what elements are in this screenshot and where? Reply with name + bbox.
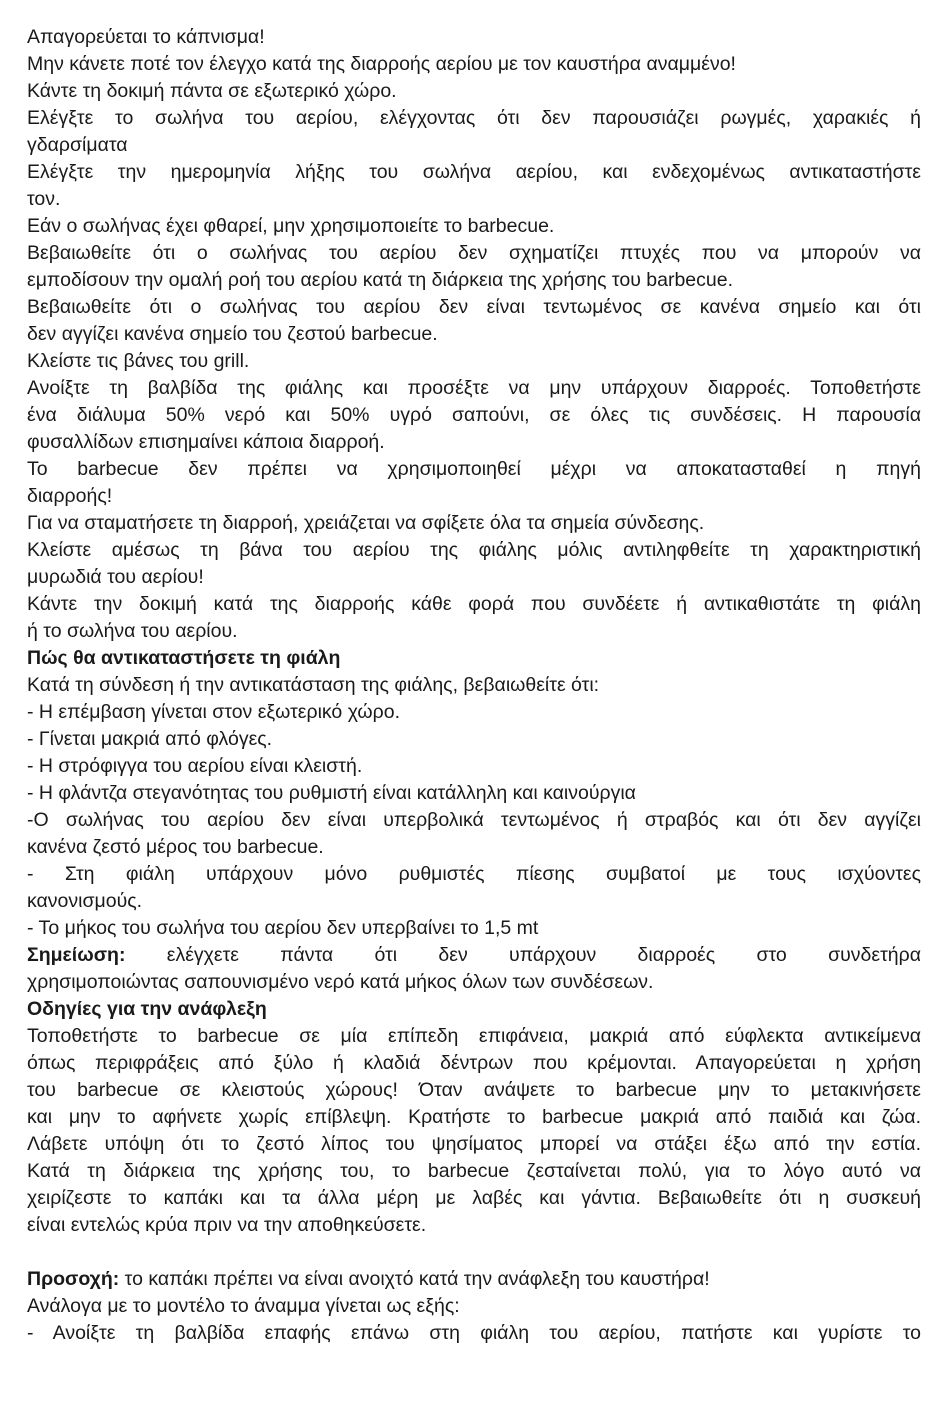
text-line: - Στη φιάλη υπάρχουν μόνο ρυθμιστές πίεσης συμβατοί με τους ισχύοντες: [27, 863, 921, 885]
text-line: είναι εντελώς κρύα πριν να την αποθηκεύσετε.: [27, 1214, 427, 1236]
text-line: του barbecue σε κλειστούς χώρους! Όταν ανάψετε το barbecue μην το μετακινήσετε: [27, 1079, 921, 1101]
text-line: Το barbecue δεν πρέπει να χρησιμοποιηθεί μέχρι να αποκατασταθεί η πηγή: [27, 458, 921, 480]
text-line: και μην το αφήνετε χωρίς επίβλεψη. Κρατήστε το barbecue μακριά από παιδιά και ζώα.: [27, 1106, 921, 1128]
text-line: εμποδίσουν την ομαλή ροή του αερίου κατά τη διάρκεια της χρήσης του barbecue.: [27, 269, 734, 291]
note-line: [27, 1266, 921, 1293]
text-line: Βεβαιωθείτε ότι ο σωλήνας του αερίου δεν σχηματίζει πτυχές που να μπορούν να: [27, 242, 921, 264]
text-line: - Το μήκος του σωλήνα του αερίου δεν υπερβαίνει το 1,5 mt: [27, 917, 539, 939]
text-line: κανένα ζεστό μέρος του barbecue.: [27, 836, 324, 858]
text-line: Απαγορεύεται το κάπνισμα!: [27, 26, 265, 48]
note-label: Προσοχή:: [27, 1268, 120, 1290]
text-line: Κατά τη διάρκεια της χρήσης του, το barbecue ζεσταίνεται πολύ, για το λόγο αυτό να: [27, 1160, 921, 1182]
text-line: - Ανοίξτε τη βαλβίδα επαφής επάνω στη φιάλη του αερίου, πατήστε και γυρίστε το: [27, 1322, 921, 1344]
note-label: Σημείωση:: [27, 944, 126, 966]
text-line: Εάν ο σωλήνας έχει φθαρεί, μην χρησιμοποιείτε το barbecue.: [27, 215, 555, 237]
section-heading: Πώς θα αντικαταστήσετε τη φιάλη: [27, 647, 341, 669]
text-line: Ελέγξτε την ημερομηνία λήξης του σωλήνα αερίου, και ενδεχομένως αντικαταστήστε: [27, 161, 921, 183]
text-line: κανονισμούς.: [27, 890, 143, 912]
text-line: δεν αγγίζει κανένα σημείο του ζεστού barbecue.: [27, 323, 438, 345]
text-line: Κάντε τη δοκιμή πάντα σε εξωτερικό χώρο.: [27, 80, 397, 102]
note-line: [27, 942, 921, 969]
text-line: φυσαλλίδων επισημαίνει κάποια διαρροή.: [27, 431, 385, 453]
text-line: ή το σωλήνα του αερίου.: [27, 620, 238, 642]
text-line: χειρίζεστε το καπάκι και τα άλλα μέρη με λαβές και γάντια. Βεβαιωθείτε ότι η συσκευή: [27, 1187, 921, 1209]
text-line: Ανάλογα με το μοντέλο το άναμμα γίνεται ως εξής:: [27, 1295, 460, 1317]
text-line: - Η στρόφιγγα του αερίου είναι κλειστή.: [27, 755, 363, 777]
text-line: Τοποθετήστε το barbecue σε μία επίπεδη επιφάνεια, μακριά από εύφλεκτα αντικείμενα: [27, 1025, 921, 1047]
text-line: ένα διάλυμα 50% νερό και 50% υγρό σαπούνι, σε όλες τις συνδέσεις. Η παρουσία: [27, 404, 921, 426]
text-line: Για να σταματήσετε τη διαρροή, χρειάζεται να σφίξετε όλα τα σημεία σύνδεσης.: [27, 512, 705, 534]
text-line: Ανοίξτε τη βαλβίδα της φιάλης και προσέξτε να μην υπάρχουν διαρροές. Τοποθετήστε: [27, 377, 921, 399]
text-line: Μην κάνετε ποτέ τον έλεγχο κατά της διαρροής αερίου με τον καυστήρα αναμμένο!: [27, 53, 736, 75]
text-line: μυρωδιά του αερίου!: [27, 566, 204, 588]
text-line: όπως περιφράξεις από ξύλο ή κλαδιά δέντρων που κρέμονται. Απαγορεύεται η χρήση: [27, 1052, 921, 1074]
text-line: - Γίνεται μακριά από φλόγες.: [27, 728, 273, 750]
text-line: Κλείστε αμέσως τη βάνα του αερίου της φιάλης μόλις αντιληφθείτε τη χαρακτηριστική: [27, 539, 921, 561]
text-line: Κλείστε τις βάνες του grill.: [27, 350, 250, 372]
text-line: Ελέγξτε το σωλήνα του αερίου, ελέγχοντας ότι δεν παρουσιάζει ρωγμές, χαρακιές ή: [27, 107, 921, 129]
text-line: χρησιμοποιώντας σαπουνισμένο νερό κατά μήκος όλων των συνδέσεων.: [27, 971, 654, 993]
blank-line: [27, 1239, 921, 1266]
note-text: το καπάκι πρέπει να είναι ανοιχτό κατά την ανάφλεξη του καυστήρα!: [119, 1268, 710, 1290]
document-body: [27, 24, 921, 1347]
note-text: ελέγχετε πάντα ότι δεν υπάρχουν διαρροές στο συνδετήρα: [125, 944, 921, 966]
text-line: Κάντε την δοκιμή κατά της διαρροής κάθε φορά που συνδέετε ή αντικαθιστάτε τη φιάλη: [27, 593, 921, 615]
text-line: διαρροής!: [27, 485, 113, 507]
section-heading: Οδηγίες για την ανάφλεξη: [27, 998, 267, 1020]
text-line: γδαρσίματα: [27, 134, 128, 156]
text-line: Κατά τη σύνδεση ή την αντικατάσταση της φιάλης, βεβαιωθείτε ότι:: [27, 674, 600, 696]
text-line: Βεβαιωθείτε ότι ο σωλήνας του αερίου δεν είναι τεντωμένος σε κανένα σημείο και ότι: [27, 296, 921, 318]
text-line: τον.: [27, 188, 61, 210]
text-line: - Η επέμβαση γίνεται στον εξωτερικό χώρο.: [27, 701, 400, 723]
text-line: Λάβετε υπόψη ότι το ζεστό λίπος του ψησίματος μπορεί να στάξει έξω από την εστία.: [27, 1133, 921, 1155]
text-line: - Η φλάντζα στεγανότητας του ρυθμιστή είναι κατάλληλη και καινούργια: [27, 782, 636, 804]
text-line: -Ο σωλήνας του αερίου δεν είναι υπερβολικά τεντωμένος ή στραβός και ότι δεν αγγίζει: [27, 809, 921, 831]
